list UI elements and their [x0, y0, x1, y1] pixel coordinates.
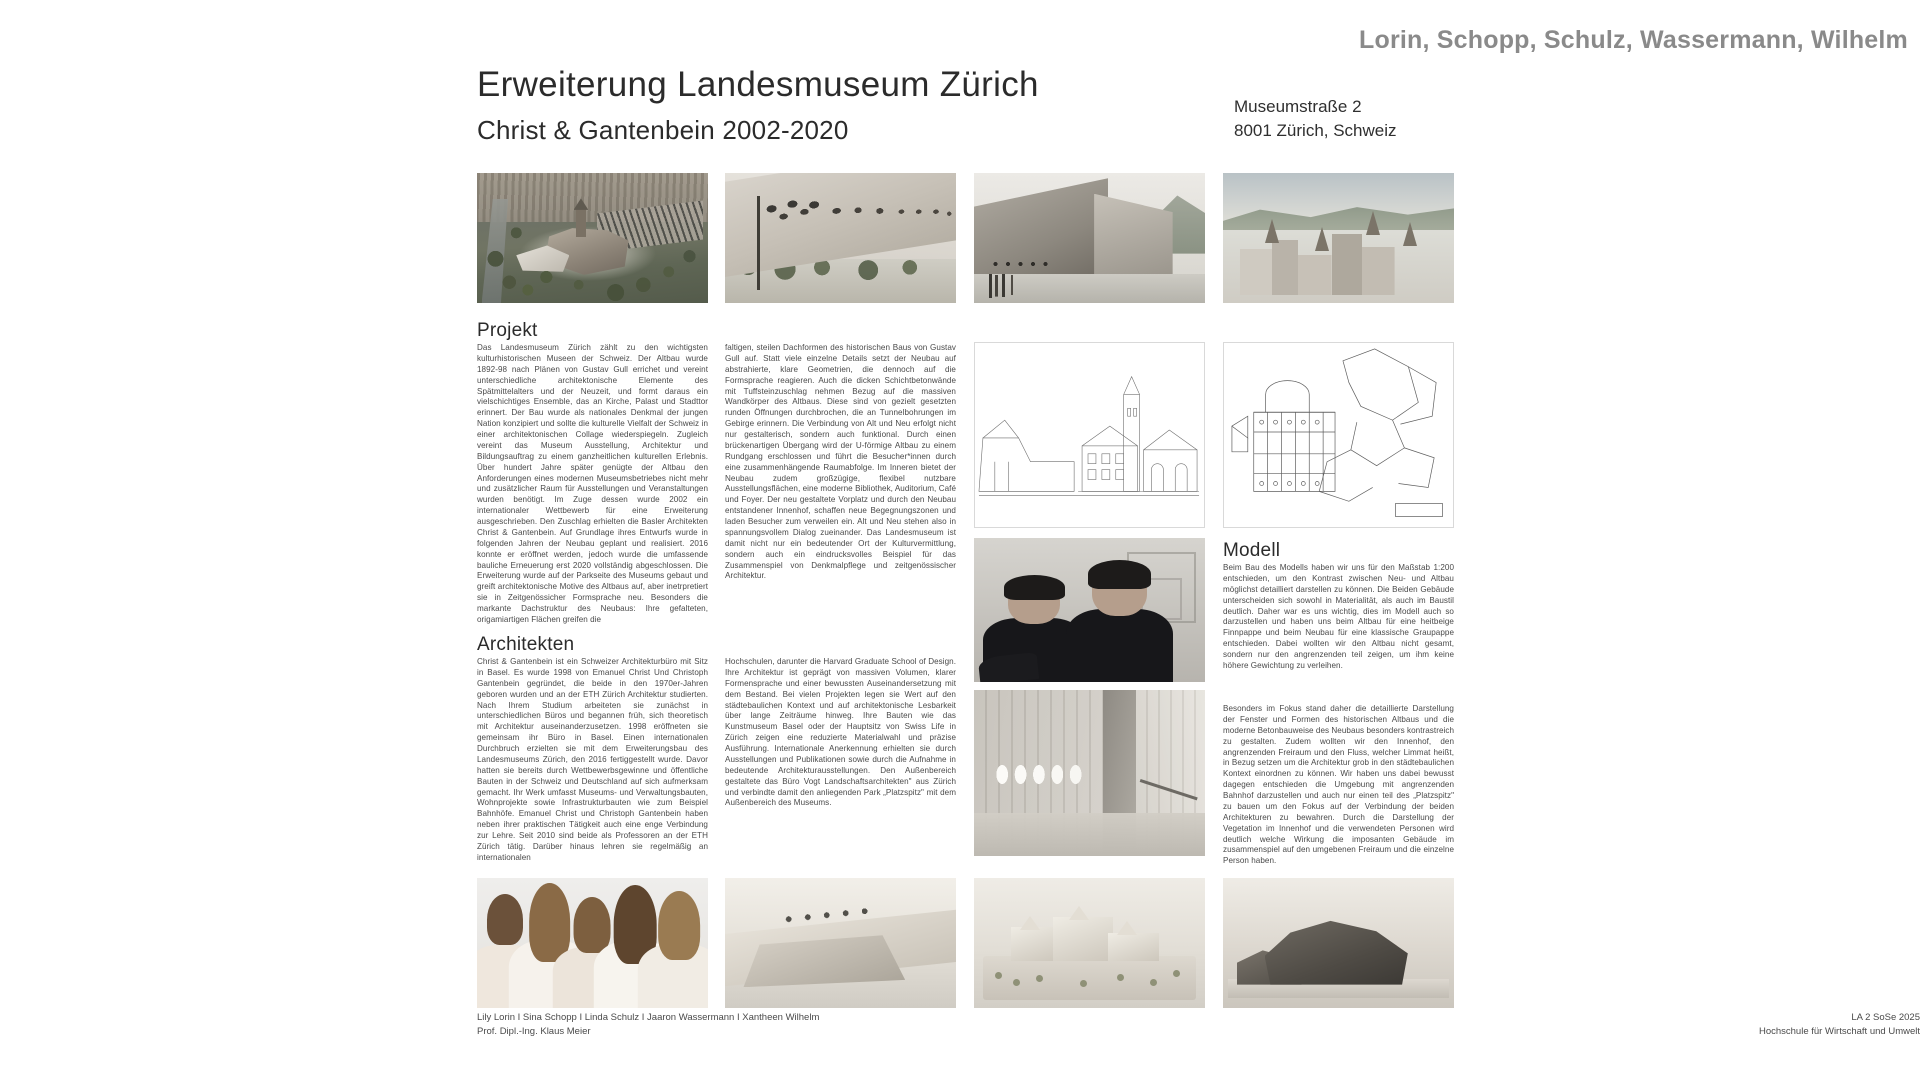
image-ramp-model: [725, 878, 956, 1008]
projekt-text-column-1: Das Landesmuseum Zürich zählt zu den wichtigsten kulturhistorischen Museen der Schweiz. Der Altbau wurde 1892-98 nach Plänen von Gustav Gull errichet und vereint unterschiedliche architektonische Elemente des Spätmittelalters und der Neuzeit, und formt daraus ein vielschichtiges Ensemble, das an Kirche, Palast und Stadttor erinnert. Der Bau wurde als nationales Denkmal der jungen Nation konzipiert und sollte die kulturelle Vielfalt der Schweiz in einer architektonischen Collage wiederspiegeln. Zugleich vereint das Museum Ausstellung, Architektur und Bildungsauftrag zu einem ganzheitlichen kulturellen Erlebnis. Über hundert Jahre später genügte der Altbau den Anforderungen eines modernen Museumsbetriebes nicht mehr und zusätzlicher Raum für Ausstellungen und Veranstaltungen wurden benötigt. Im Zuge dessen wurde 2002 ein internationaler Wettbewerb für eine Erweiterung ausgeschrieben. Den Zuschlag erhielten die Basler Architekten Christ & Gantenbein. Auf Grundlage ihres Entwurfs wurde in folgenden Jahren der Neubau geplant und realisiert. 2016 konnte er eröffnet werden, jedoch wurde die umfassende bauliche Erneuerung erst 2020 vollständig abgeschlossen. Die Erweiterung wurde auf der Parkseite des Museums gebaut und greift architektonische Motive des Altbaus auf, aber inetrpretiert sie in Zeitgenössicher Formsprache neu. Besonders die markante Dachstruktur des Neubaus: Ihre gefalteten, origamiartigen Flächen greifen die: [477, 343, 708, 624]
address-block: [1234, 95, 1397, 143]
image-historic-roofscape: [1223, 173, 1454, 303]
footer-institution: Hochschule für Wirtschaft und Umwelt: [1758, 1026, 1920, 1038]
section-heading-architekten: Architekten: [477, 634, 575, 655]
address-city: 8001 Zürich, Schweiz: [1234, 121, 1397, 141]
footer-professor: Prof. Dipl.-Ing. Klaus Meier: [477, 1026, 591, 1038]
drawing-scale-bar: [1395, 503, 1443, 517]
image-floor-plan-drawing: [1223, 342, 1454, 528]
image-massing-model-dark: [1223, 878, 1454, 1008]
image-elevation-drawing: [974, 342, 1205, 528]
footer-student-names: Lily Lorin I Sina Schopp I Linda Schulz I Jaaron Wassermann I Xantheen Wilhelm: [477, 1011, 820, 1023]
title-block: [477, 64, 1039, 146]
page-title: Erweiterung Landesmuseum Zürich: [477, 65, 1039, 104]
section-heading-projekt: Projekt: [477, 320, 538, 341]
image-group-photo: [477, 878, 708, 1008]
projekt-text-column-2: faltigen, steilen Dachformen des historischen Baus von Gustav Gull auf. Statt viele einzelne Details setzt der Neubau auf abstrahierte, klare Geometrien, die dennoch auf die Formsprache reagieren. Auch die dicken Schichtbetonwände mit Tuffsteinzuschlag nehmen Bezug auf die massiven Wandkörper des Altbaus. Diese sind von gezielt gesetzten runden Öffnungen durchbrochen, die an Tunnelbohrungen im Gebirge erinnern. Die Verbindung von Alt und Neu erfolgt nicht nur gestalterisch, sondern auch funktional. Durch einen brückenartigen Übergang wird der U-förmige Altbau zu einem Rundgang erschlossen und führt die Besucher*innen durch eine zusammenhängende Raumabfolge. Im Inneren bietet der Neubau zudem großzügige, flexibel nutzbare Ausstellungsflächen, eine moderne Bibliothek, Auditorium, Café und Foyer. Der neu gestaltete Vorplatz und durch den Neubau entstandener Innenhof, schaffen neue Begegnungszonen und laden Besucher zum verweilen ein. Alt und Neu stehen also in spannungsvollem Dialog zueinander. Das Landesmuseum ist damit nicht nur ein bedeutender Ort der Kulturvermittlung, sondern auch ein eindrucksvolles Beispiel für das Zusammenspiel von Denkmalpflege und zeitgenössischer Architektur.: [725, 343, 956, 581]
modell-text-column-1: Beim Bau des Modells haben wir uns für den Maßstab 1:200 entschieden, um den Kontrast zwischen Neu- und Altbau möglichst detailliert darstellen zu können. Die Beiden Gebäude unterscheiden sich sowohl in Materialität, als auch im Baustil deutlich. Daher war es uns wichtig, dies im Modell auch so darzustellen und haben uns beim Altbau für eine heitbeige Finnpappe und beim Neubau für eine klassische Graupappe entschieden. Dabei wollten wir den Altbau nicht gesamt, sondern nur den angrenzenden teil zeigen, um ihm keine höhere Gewichtung zu verleihen.: [1223, 563, 1454, 670]
image-concrete-soffit: [725, 173, 956, 303]
team-names-header: Lorin, Schopp, Schulz, Wassermann, Wilhelm: [1359, 26, 1908, 54]
address-street: Museumstraße 2: [1234, 97, 1362, 116]
architekten-text-column-1: Christ & Gantenbein ist ein Schweizer Architekturbüro mit Sitz in Basel. Es wurde 1998 von Emanuel Christ Und Christoph Gantenbein gegründet, die beide in den 1970er-Jahren geboren wurden und an der ETH Zürich Architektur studierten. Nach Ihrem Studium arbeiteten sie zunächst in unterschiedlichen Büros und begannen früh, sich theoretisch mit Architektur auseinanderzusetzen. 1998 eröffneten sie gemeinsam ihr Büro in Basel. Einen internationalen Durchbruch erzielten sie mit dem Erweiterungsbau des Landesmuseums Zürich, den 2016 fertiggestellt wurde. Davor hatten sie bereits durch Wettbewerbsgewinne und öffentliche Bauten in der Schweiz und Deutschland auf sich aufmerksam gemacht. Ihr Werk umfasst Museums- und Verwaltungsbauten, Wohnprojekte sowie Infrastrukturbauten wie zum Beispiel Bahnhöfe. Emanuel Christ und Christoph Gantenbein haben neben ihrer praktischen Tätigkeit auch eine enge Verbindung zur Lehre. Seit 2010 sind beide als Professoren an der ETH Zürich tätig. Darüber hinaus lehren sie regelmäßig an internationalen: [477, 657, 708, 862]
footer-course: LA 2 SoSe 2025: [1851, 1011, 1920, 1023]
section-heading-modell: Modell: [1223, 540, 1281, 561]
image-angular-facade: [974, 173, 1205, 303]
modell-text-column-2: Besonders im Fokus stand daher die detaillierte Darstellung der Fenster und Formen des historischen Altbaus und die moderne Betonbauweise des Neubaus besonders kontrastreich zu gestalten. Zudem wollten wir den Innenhof, den angrenzenden Freiraum und den Fluss, welcher Limmat heißt, in Bezug setzen um die Architektur grob in den städtebaulichen Kontext einordnen zu können. Wir haben uns dabei bewusst dagegen entschieden die Umgebung mit angrenzenden Bahnhof darzustellen und auch nur einen teil des „Platzspitz" zu bauen um den Fokus auf der Verbindung der beiden Architekturen zu bewahren. Durch die Darstellung der Vegetation im Innenhof und die verwendeten Personen wird deutlich welche Wirkung die imposanten Gebäude im zusammenspiel auf den umgebenen Freiraum und die einzelne Person haben.: [1223, 704, 1454, 866]
image-massing-model-light: [974, 878, 1205, 1008]
architekten-text-column-2: Hochschulen, darunter die Harvard Graduate School of Design. Ihre Architektur ist geprägt von massiven Volumen, klarer Formensprache und einer bewussten Auseinandersetzung mit dem Bestand. Bei vielen Projekten legen sie Wert auf den städtebaulichen Kontext und auf architektonische Lesbarkeit über lange Zeiträume hinweg. Ihre Bauten wie das Kunstmuseum Basel oder der Hauptsitz von Swiss Life in Zürich zeigen eine reduzierte Materialwahl und präzise Ausführung. Internationale Anerkennung erhielten sie durch Ausstellungen und Publikationen sowie durch die Aufnahme in bedeutende Architekturausstellungen. Den Außenbereich gestaltete das Büro Vogt Landschaftsarchitekten" aus Zürich und verbindte damit den anliegenden Park „Platzspitz" mit dem Außenbereich des Museums.: [725, 657, 956, 808]
image-architect-portrait: [974, 538, 1205, 682]
image-corridor-interior: [974, 690, 1205, 856]
page-subtitle: Christ & Gantenbein 2002-2020: [477, 115, 849, 146]
footer-credits-right: [460, 1011, 1920, 1040]
image-aerial-view: [477, 173, 708, 303]
